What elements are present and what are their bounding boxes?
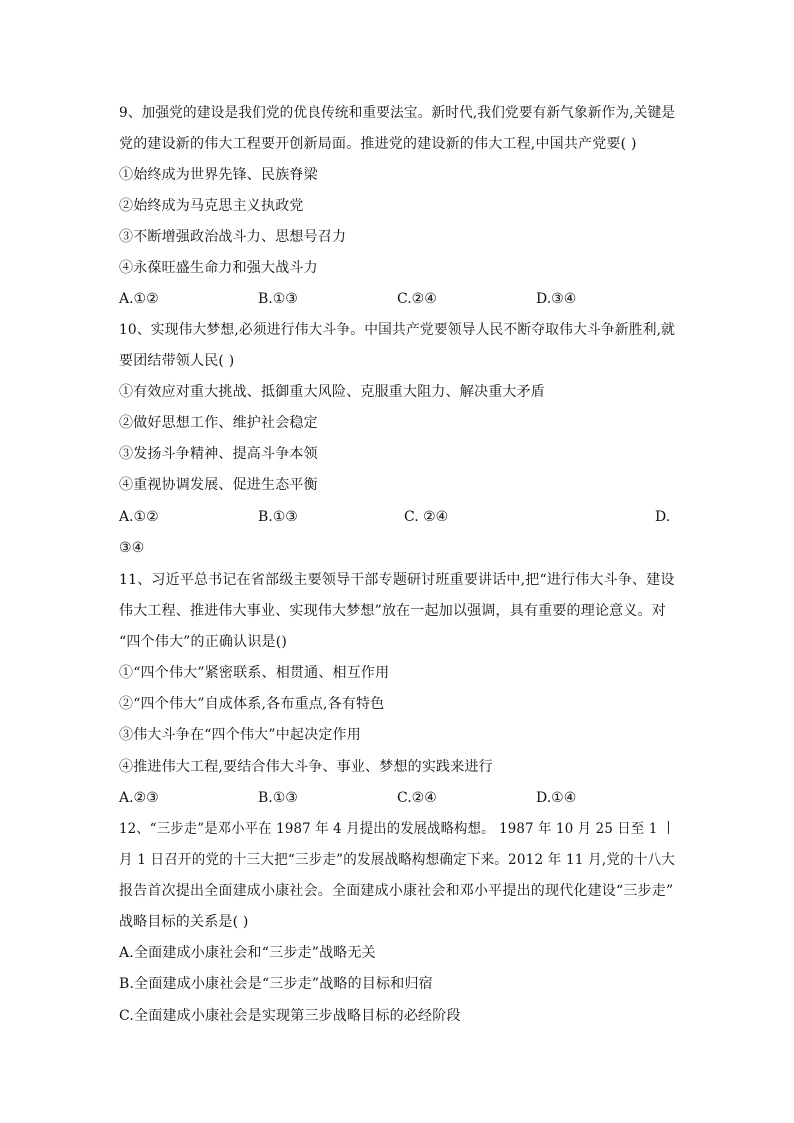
question-11-stem-line-2: 伟大工程、推进伟大事业、实现伟大梦想”放在一起加以强调，具有重要的理论意义。对 (119, 603, 666, 619)
question-9-stem-line-1: 9、加强党的建设是我们党的优良传统和重要法宝。新时代,我们党要有新气象新作为,关键是 (119, 105, 676, 121)
question-10-item-2: ②做好思想工作、维护社会稳定 (119, 415, 318, 431)
question-10-stem-line-2: 要团结带领人民( ) (119, 353, 235, 369)
question-12-option-b[interactable]: B.全面建成小康社会是“三步走”战略的目标和归宿 (119, 976, 433, 992)
question-9-item-2: ②始终成为马克思主义执政党 (119, 198, 304, 214)
question-10-stem-line-1: 10、实现伟大梦想,必须进行伟大斗争。中国共产党要领导人民不断夺取伟大斗争新胜利,就 (119, 322, 676, 338)
question-10-item-3: ③发扬斗争精神、提高斗争本领 (119, 446, 318, 462)
question-11-item-3: ③伟大斗争在“四个伟大”中起决定作用 (119, 727, 361, 743)
question-12-stem-line-2: 月 1 日召开的党的十三大把“三步走”的发展战略构想确定下来。2012 年 11 月,党的十八大 (119, 852, 675, 868)
question-11-item-4: ④推进伟大工程,要结合伟大斗争、事业、梦想的实践来进行 (119, 759, 493, 775)
question-10-item-4: ④重视协调发展、促进生态平衡 (119, 477, 318, 493)
question-9-stem-line-2: 党的建设新的伟大工程要开创新局面。推进党的建设新的伟大工程,中国共产党要( ) (119, 136, 637, 152)
question-9-option-d[interactable]: D.③④ (536, 291, 577, 307)
question-10-option-d-wrap[interactable]: ③④ (119, 540, 145, 556)
question-10-option-b[interactable]: B.①③ (258, 509, 298, 525)
question-10-option-d[interactable]: D. (655, 509, 671, 525)
question-11-option-b[interactable]: B.①③ (258, 790, 298, 806)
question-9-option-c[interactable]: C.②④ (397, 291, 437, 307)
question-12-option-a[interactable]: A.全面建成小康社会和“三步走”战略无关 (119, 945, 376, 961)
question-9-item-3: ③不断增强政治战斗力、思想号召力 (119, 229, 347, 245)
question-9-item-4: ④永葆旺盛生命力和强大战斗力 (119, 260, 318, 276)
question-12-stem-line-3: 报告首次提出全面建成小康社会。全面建成小康社会和邓小平提出的现代化建设“三步走” (119, 883, 674, 899)
question-12-option-c[interactable]: C.全面建成小康社会是实现第三步战略目标的必经阶段 (119, 1008, 461, 1024)
question-11-stem-line-1: 11、习近平总书记在省部级主要领导干部专题研讨班重要讲话中,把“进行伟大斗争、建设 (119, 572, 675, 588)
question-12-stem-line-1: 12、“三步走”是邓小平在 1987 年 4 月提出的发展战略构想。 1987 年 10 月 25 日至 1 丨 (119, 821, 676, 837)
question-11-option-a[interactable]: A.②③ (119, 790, 159, 806)
question-9-item-1: ①始终成为世界先锋、民族脊梁 (119, 167, 318, 183)
question-11-item-1: ①“四个伟大”紧密联系、相贯通、相互作用 (119, 665, 390, 681)
question-11-option-c[interactable]: C.②④ (397, 790, 437, 806)
question-9-option-b[interactable]: B.①③ (258, 291, 298, 307)
question-10-item-1: ①有效应对重大挑战、抵御重大风险、克服重大阻力、解决重大矛盾 (119, 384, 545, 400)
question-11-item-2: ②“四个伟大”自成体系,各布重点,各有特色 (119, 696, 385, 712)
question-11-option-d[interactable]: D.①④ (536, 790, 577, 806)
question-11-stem-line-3: “四个伟大”的正确认识是() (119, 634, 288, 650)
question-12-stem-line-4: 战略目标的关系是( ) (119, 914, 249, 930)
question-9-option-a[interactable]: A.①② (119, 291, 159, 307)
question-10-option-c[interactable]: C. ②④ (404, 509, 449, 525)
question-10-option-a[interactable]: A.①② (119, 509, 159, 525)
